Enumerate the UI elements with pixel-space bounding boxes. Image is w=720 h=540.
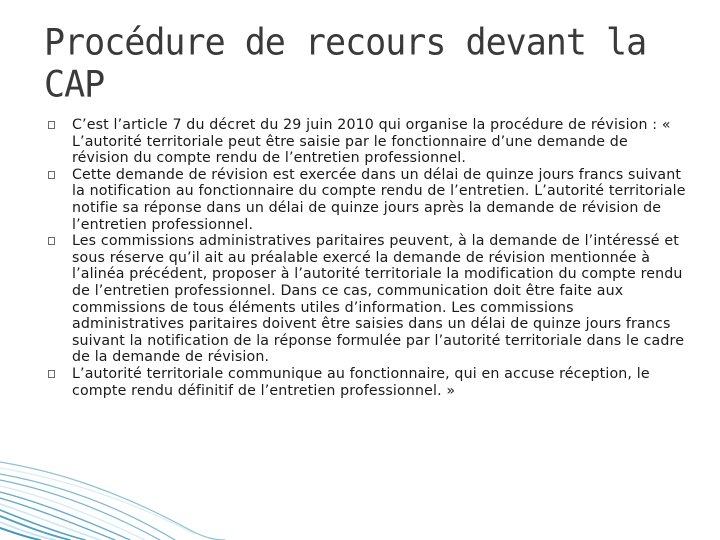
bullet-list bbox=[48, 117, 688, 399]
bullet-text: Cette demande de révision est exercée dans un délai de quinze jours francs suivant la notification au fonctionnaire du compte rendu de l’entretien. L’autorité territoriale notifie sa réponse dans un délai de quinze jours après la demande de révision de l’entretien professionnel. bbox=[72, 166, 686, 233]
square-bullet-icon bbox=[48, 171, 55, 179]
square-bullet-icon bbox=[48, 237, 55, 245]
bullet-text: L’autorité territoriale communique au fonctionnaire, qui en accuse réception, le compte rendu définitif de l’entretien professionnel. » bbox=[72, 365, 650, 399]
bullet-text: C’est l’article 7 du décret du 29 juin 2010 qui organise la procédure de révision : « L’autorité territoriale peut être saisie par le fonctionnaire d’une demande de révision du compte rendu de l’entretien professionnel. bbox=[72, 117, 671, 167]
wave-decoration bbox=[0, 420, 720, 540]
bullet-item bbox=[48, 366, 688, 399]
square-bullet-icon bbox=[48, 370, 55, 378]
bullet-item bbox=[48, 167, 688, 233]
slide-title: Procédure de recours devant la CAP bbox=[44, 22, 647, 106]
bullet-item bbox=[48, 233, 688, 366]
bullet-item bbox=[48, 117, 688, 167]
square-bullet-icon bbox=[48, 121, 55, 129]
bullet-text: Les commissions administratives paritaires peuvent, à la demande de l’intéressé et sous réserve qu’il ait au préalable exercé la demande de révision mentionnée à l’alinéa précédent, proposer à l’autorité territoriale la modification du compte rendu de l’entretien professionnel. Dans ce cas, communication doit être faite aux commissions de tous éléments utiles d’information. Les commissions administratives paritaires doivent être saisies dans un délai de quinze jours francs suivant la notification de la réponse formulée par l’autorité territoriale dans le cadre de la demande de révision. bbox=[72, 233, 685, 366]
